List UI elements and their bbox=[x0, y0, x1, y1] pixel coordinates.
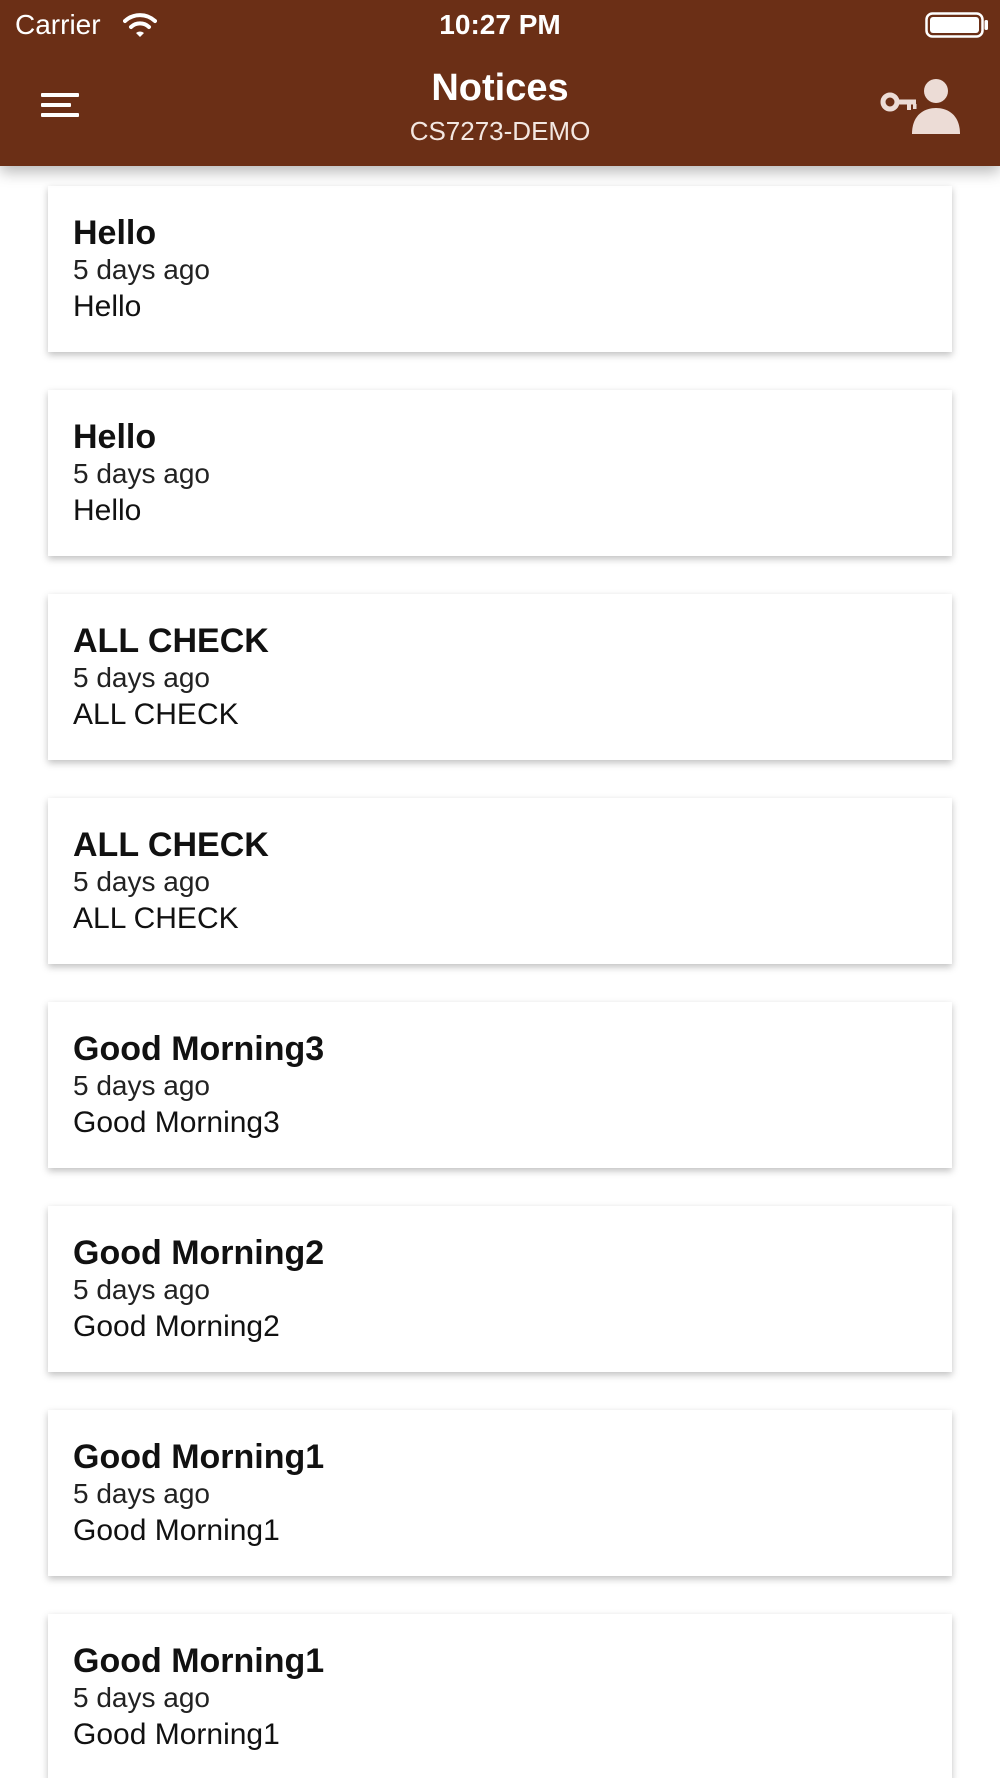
notice-body: Good Morning2 bbox=[73, 1310, 280, 1343]
notice-time: 5 days ago bbox=[73, 1682, 210, 1713]
top-app-bar bbox=[0, 0, 1000, 166]
notice-time: 5 days ago bbox=[73, 866, 210, 897]
status-time: 10:27 PM bbox=[439, 9, 561, 40]
notice-title: Hello bbox=[73, 418, 157, 456]
page-title: Notices bbox=[431, 67, 569, 109]
notice-time: 5 days ago bbox=[73, 1274, 210, 1305]
header-titles bbox=[200, 62, 800, 148]
page-subtitle: CS7273-DEMO bbox=[409, 116, 591, 146]
notice-title: ALL CHECK bbox=[73, 622, 269, 660]
notice-body: Good Morning3 bbox=[73, 1106, 280, 1139]
menu-icon bbox=[38, 88, 88, 128]
notice-card[interactable] bbox=[48, 186, 952, 352]
notice-time: 5 days ago bbox=[73, 1478, 210, 1509]
login-button[interactable] bbox=[880, 78, 964, 136]
status-bar bbox=[0, 0, 1000, 50]
notice-body: ALL CHECK bbox=[73, 902, 239, 935]
notice-card[interactable] bbox=[48, 1410, 952, 1576]
notice-title: Hello bbox=[73, 214, 157, 252]
notice-card[interactable] bbox=[48, 1002, 952, 1168]
battery-icon bbox=[925, 12, 989, 38]
notice-title: ALL CHECK bbox=[73, 826, 269, 864]
notice-title: Good Morning2 bbox=[73, 1234, 325, 1272]
carrier-label: Carrier bbox=[15, 9, 101, 40]
notice-time: 5 days ago bbox=[73, 254, 210, 285]
notice-list bbox=[0, 186, 1000, 1778]
menu-button[interactable] bbox=[38, 88, 88, 128]
notice-title: Good Morning1 bbox=[73, 1642, 325, 1680]
notice-card[interactable] bbox=[48, 390, 952, 556]
notice-title: Good Morning3 bbox=[73, 1030, 325, 1068]
notice-body: Good Morning1 bbox=[73, 1514, 280, 1547]
notice-card[interactable] bbox=[48, 1614, 952, 1778]
notice-time: 5 days ago bbox=[73, 662, 210, 693]
notice-body: ALL CHECK bbox=[73, 698, 239, 731]
notice-body: Hello bbox=[73, 290, 142, 323]
notice-card[interactable] bbox=[48, 798, 952, 964]
notice-time: 5 days ago bbox=[73, 458, 210, 489]
notice-time: 5 days ago bbox=[73, 1070, 210, 1101]
notice-body: Good Morning1 bbox=[73, 1718, 280, 1751]
notice-card[interactable] bbox=[48, 594, 952, 760]
notice-title: Good Morning1 bbox=[73, 1438, 325, 1476]
notice-body: Hello bbox=[73, 494, 142, 527]
notice-card[interactable] bbox=[48, 1206, 952, 1372]
key-user-icon bbox=[880, 78, 964, 136]
